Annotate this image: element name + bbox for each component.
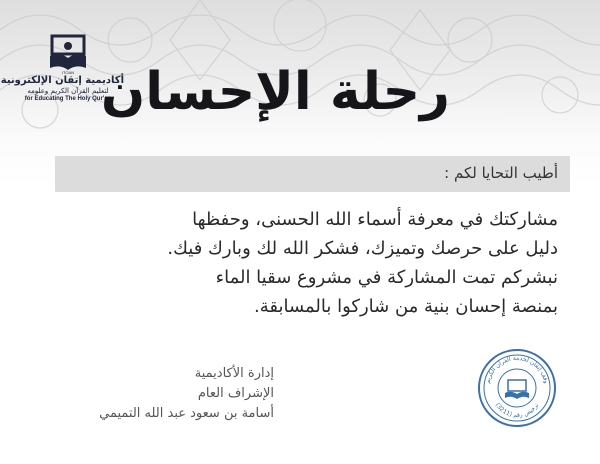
- stamp-license-text: ترخيص رقم (3211): [493, 401, 541, 420]
- message-line: مشاركتك في معرفة أسماء الله الحسنى، وحفظها: [192, 209, 558, 230]
- open-book-icon: [46, 34, 90, 74]
- academy-tagline: لتعليم القرآن الكريم وعلومه: [27, 87, 109, 95]
- signature-role: الإشراف العام: [197, 386, 274, 401]
- signature-department: إدارة الأكاديمية: [194, 366, 274, 381]
- message-line: بمنصة إحسان بنية من شاركوا بالمسابقة.: [253, 296, 558, 317]
- message-body: [58, 205, 558, 321]
- greeting-text: أطيب التحايا لكم :: [444, 164, 558, 182]
- academy-tagline-en: for Educating The Holy Qur'an: [24, 96, 112, 102]
- stamp-ring-text: وقف إتقان لخدمة القرآن الكريم: [484, 354, 550, 385]
- message-line: دليل على حرصك وتميزك، فشكر الله لك وبارك فيك.: [167, 238, 558, 259]
- signature-block: [24, 364, 274, 424]
- logo-small-text: ITQAN: [61, 70, 75, 74]
- greeting-bar: [55, 156, 570, 192]
- page-title: رحلة الإحسان: [100, 62, 450, 122]
- academy-name: أكاديمية إتقان الإلكترونية: [0, 75, 124, 86]
- message-line: نبشركم تمت المشاركة في مشروع سقيا الماء: [215, 267, 558, 288]
- stamp-seal-icon: [476, 347, 558, 429]
- signature-name: أسامة بن سعود عبد الله التميمي: [99, 406, 274, 421]
- official-stamp: [476, 347, 558, 429]
